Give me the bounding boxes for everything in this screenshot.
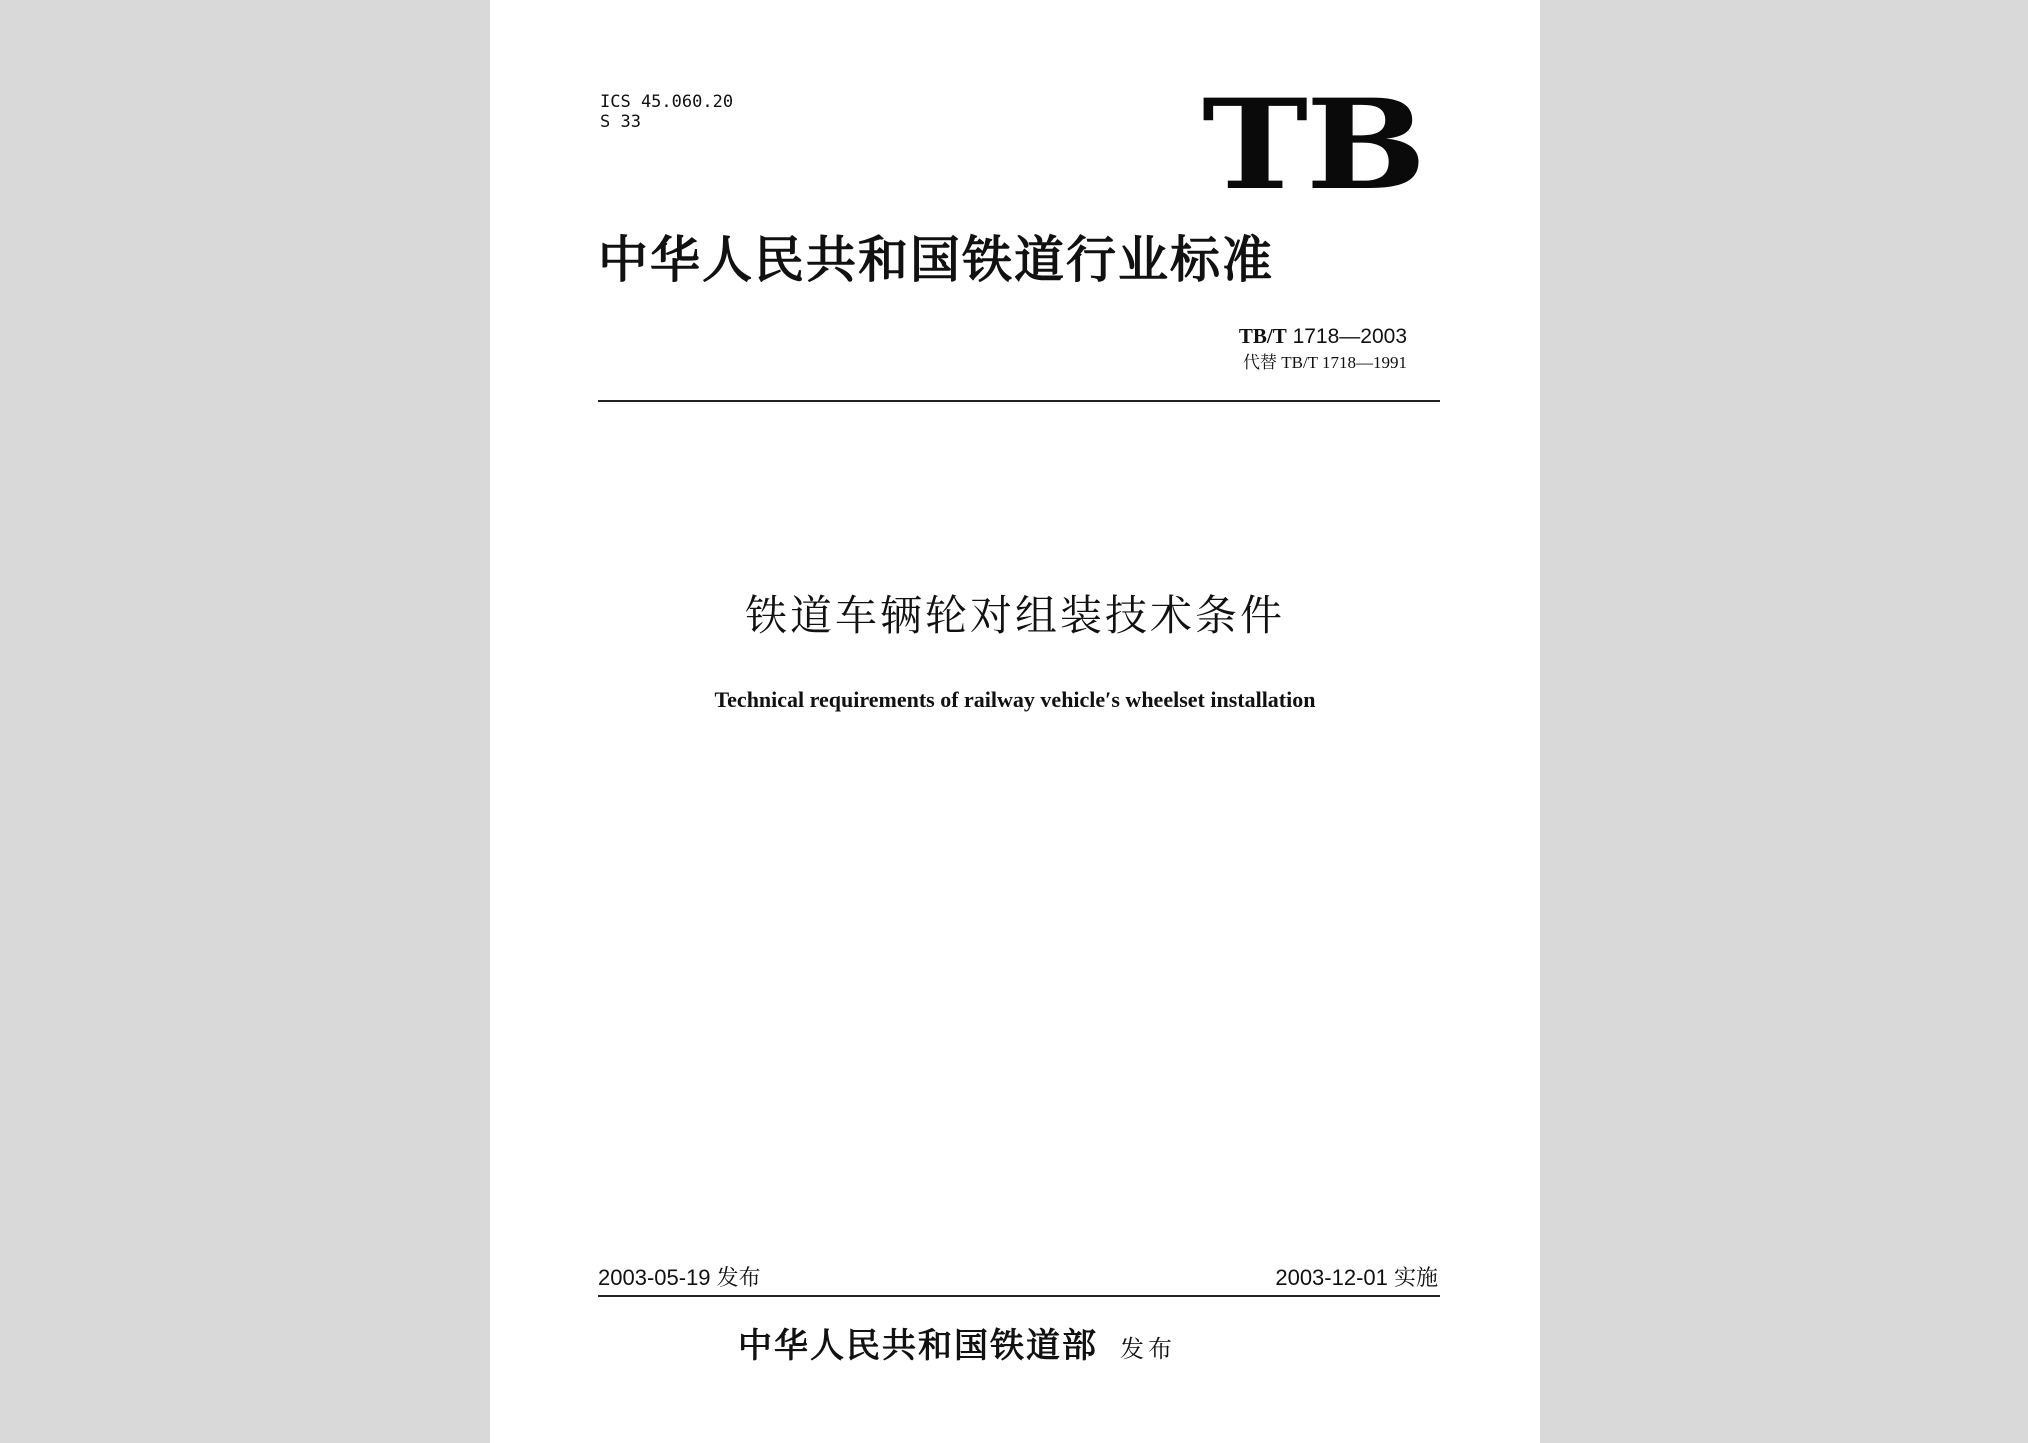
tb-logo: TB bbox=[1202, 73, 1425, 218]
issue-date: 2003-05-19 发布 bbox=[598, 1265, 761, 1290]
replaces-standard: 代替 TB/T 1718—1991 bbox=[1242, 353, 1407, 372]
standard-type-title: 中华人民共和国铁道行业标准 bbox=[598, 230, 1274, 289]
document-title-chinese: 铁道车辆轮对组装技术条件 bbox=[744, 591, 1285, 640]
standard-code-prefix: TB/T bbox=[1238, 324, 1287, 348]
classification-codes bbox=[600, 92, 733, 132]
document-title-english: Technical requirements of railway vehicle′s wheelset installation bbox=[714, 687, 1316, 712]
standard-code-number: 1718—2003 bbox=[1292, 325, 1407, 348]
publisher-line bbox=[738, 1324, 1176, 1371]
class-code: S 33 bbox=[600, 112, 641, 132]
publisher-organization: 中华人民共和国铁道部 bbox=[738, 1326, 1098, 1366]
ics-code: ICS 45.060.20 bbox=[600, 92, 734, 112]
document-cover-page bbox=[490, 0, 1540, 1443]
standard-code bbox=[1239, 324, 1407, 349]
publisher-suffix: 发布 bbox=[1120, 1335, 1176, 1363]
header-divider bbox=[598, 400, 1440, 402]
implementation-date: 2003-12-01 实施 bbox=[1275, 1265, 1438, 1290]
footer-divider bbox=[598, 1295, 1440, 1297]
